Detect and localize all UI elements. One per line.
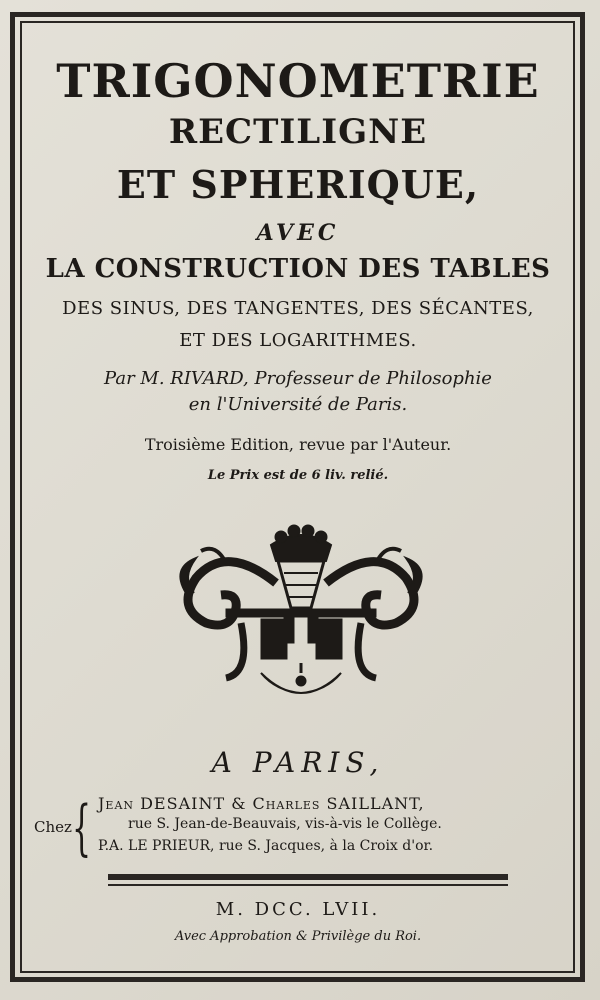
publisher-line-2: rue S. Jean-de-Beauvais, vis-à-vis le Collège. <box>128 816 442 832</box>
title-line-4: AVEC <box>256 220 340 246</box>
author-line-1: Par M. RIVARD, Professeur de Philosophie <box>104 368 492 389</box>
publisher-block <box>28 790 568 880</box>
author-line-2: en l'Université de Paris. <box>188 394 408 415</box>
title-line-3: ET SPHERIQUE, <box>116 162 480 207</box>
title-line-7: ET DES LOGARITHMES. <box>179 330 417 351</box>
publisher-line-1: Jean DESAINT & Charles SAILLANT, <box>98 794 425 813</box>
publisher-line-3: P.A. LE PRIEUR, rue S. Jacques, à la Croix d'or. <box>98 838 434 854</box>
main-title: TRIGONOMETRIE <box>56 54 540 108</box>
imprint-city: A PARIS, <box>211 746 385 779</box>
title-line-6: DES SINUS, DES TANGENTES, DES SÉCANTES, <box>62 298 534 319</box>
printer-ornament-icon <box>166 523 436 713</box>
approbation-note: Avec Approbation & Privilège du Roi. <box>174 929 422 944</box>
price-note: Le Prix est de 6 liv. relié. <box>207 468 389 483</box>
publication-date: M. DCC. LVII. <box>215 899 381 920</box>
title-page-content <box>28 28 568 968</box>
edition-note: Troisième Edition, revue par l'Auteur. <box>144 435 452 454</box>
chez-label: Chez <box>34 818 72 836</box>
title-line-5: LA CONSTRUCTION DES TABLES <box>45 254 551 284</box>
left-brace-icon: { <box>72 793 92 863</box>
divider-thin <box>108 884 508 886</box>
title-line-2: RECTILIGNE <box>168 112 428 152</box>
divider-thick <box>108 874 508 880</box>
